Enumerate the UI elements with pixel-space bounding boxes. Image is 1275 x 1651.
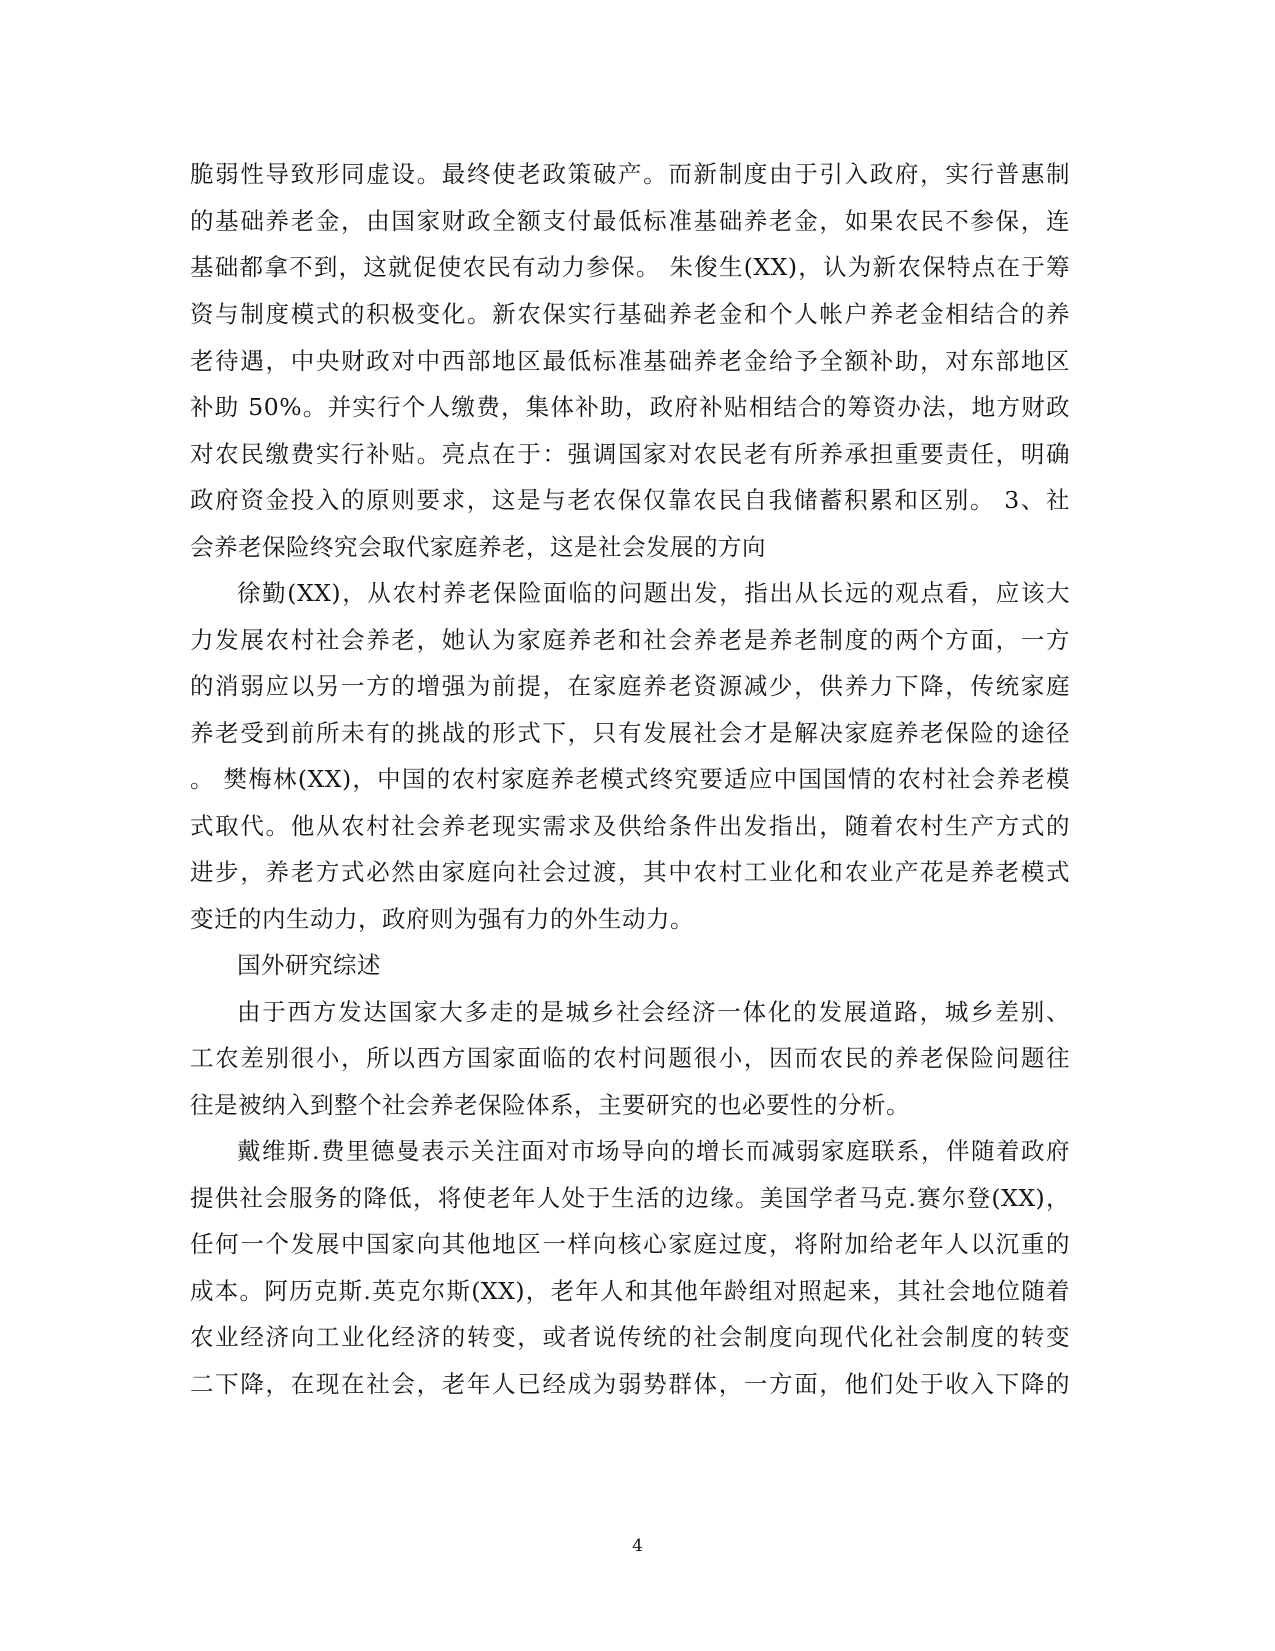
page-number: 4 [632,1536,643,1556]
text-line: 对农民缴费实行补贴。亮点在于：强调国家对农民老有所养承担重要责任，明确 [190,440,1070,468]
section-heading: 国外研究综述 [237,951,381,979]
text-line: 补助 50%。并实行个人缴费，集体补助，政府补贴相结合的筹资办法，地方财政 [190,393,1070,421]
text-line: 基础都拿不到，这就促使农民有动力参保。 朱俊生(XX)，认为新农保特点在于筹 [190,253,1070,281]
text-line: 工农差别很小，所以西方国家面临的农村问题很小，因而农民的养老保险问题往 [190,1044,1070,1072]
paragraph-first-line: 戴维斯.费里德曼表示关注面对市场导向的增长而减弱家庭联系，伴随着政府 [237,1137,1070,1165]
text-line: 脆弱性导致形同虚设。最终使老政策破产。而新制度由于引入政府，实行普惠制 [190,160,1070,188]
text-line: 提供社会服务的降低，将使老年人处于生活的边缘。美国学者马克.赛尔登(XX)， [190,1184,1070,1212]
text-line: 会养老保险终究会取代家庭养老，这是社会发展的方向 [190,533,766,561]
text-line: 。 樊梅林(XX)，中国的农村家庭养老模式终究要适应中国国情的农村社会养老模 [190,765,1070,793]
text-line: 变迁的内生动力，政府则为强有力的外生动力。 [190,905,694,933]
text-line: 资与制度模式的积极变化。新农保实行基础养老金和个人帐户养老金相结合的养 [190,300,1070,328]
text-line: 的消弱应以另一方的增强为前提，在家庭养老资源减少，供养力下降，传统家庭 [190,672,1070,700]
text-line: 任何一个发展中国家向其他地区一样向核心家庭过度，将附加给老年人以沉重的 [190,1230,1070,1258]
text-line: 政府资金投入的原则要求，这是与老农保仅靠农民自我储蓄积累和区别。 3、社 [190,486,1070,514]
text-line: 老待遇，中央财政对中西部地区最低标准基础养老金给予全额补助，对东部地区 [190,347,1070,375]
text-line: 式取代。他从农村社会养老现实需求及供给条件出发指出，随着农村生产方式的 [190,812,1070,840]
text-line: 农业经济向工业化经济的转变，或者说传统的社会制度向现代化社会制度的转变 [190,1323,1070,1351]
text-line: 力发展农村社会养老，她认为家庭养老和社会养老是养老制度的两个方面，一方 [190,626,1070,654]
text-line: 的基础养老金，由国家财政全额支付最低标准基础养老金，如果农民不参保，连 [190,207,1070,235]
text-line: 养老受到前所未有的挑战的形式下，只有发展社会才是解决家庭养老保险的途径 [190,719,1070,747]
text-line: 往是被纳入到整个社会养老保险体系，主要研究的也必要性的分析。 [190,1091,910,1119]
text-line: 进步，养老方式必然由家庭向社会过渡，其中农村工业化和农业产花是养老模式 [190,858,1070,886]
paragraph-first-line: 由于西方发达国家大多走的是城乡社会经济一体化的发展道路，城乡差别、 [237,998,1070,1026]
paragraph-first-line: 徐勤(XX)，从农村养老保险面临的问题出发，指出从长远的观点看，应该大 [237,579,1070,607]
text-line: 成本。阿历克斯.英克尔斯(XX)，老年人和其他年龄组对照起来，其社会地位随着 [190,1277,1070,1305]
text-line: 二下降，在现在社会，老年人已经成为弱势群体，一方面，他们处于收入下降的 [190,1370,1070,1398]
